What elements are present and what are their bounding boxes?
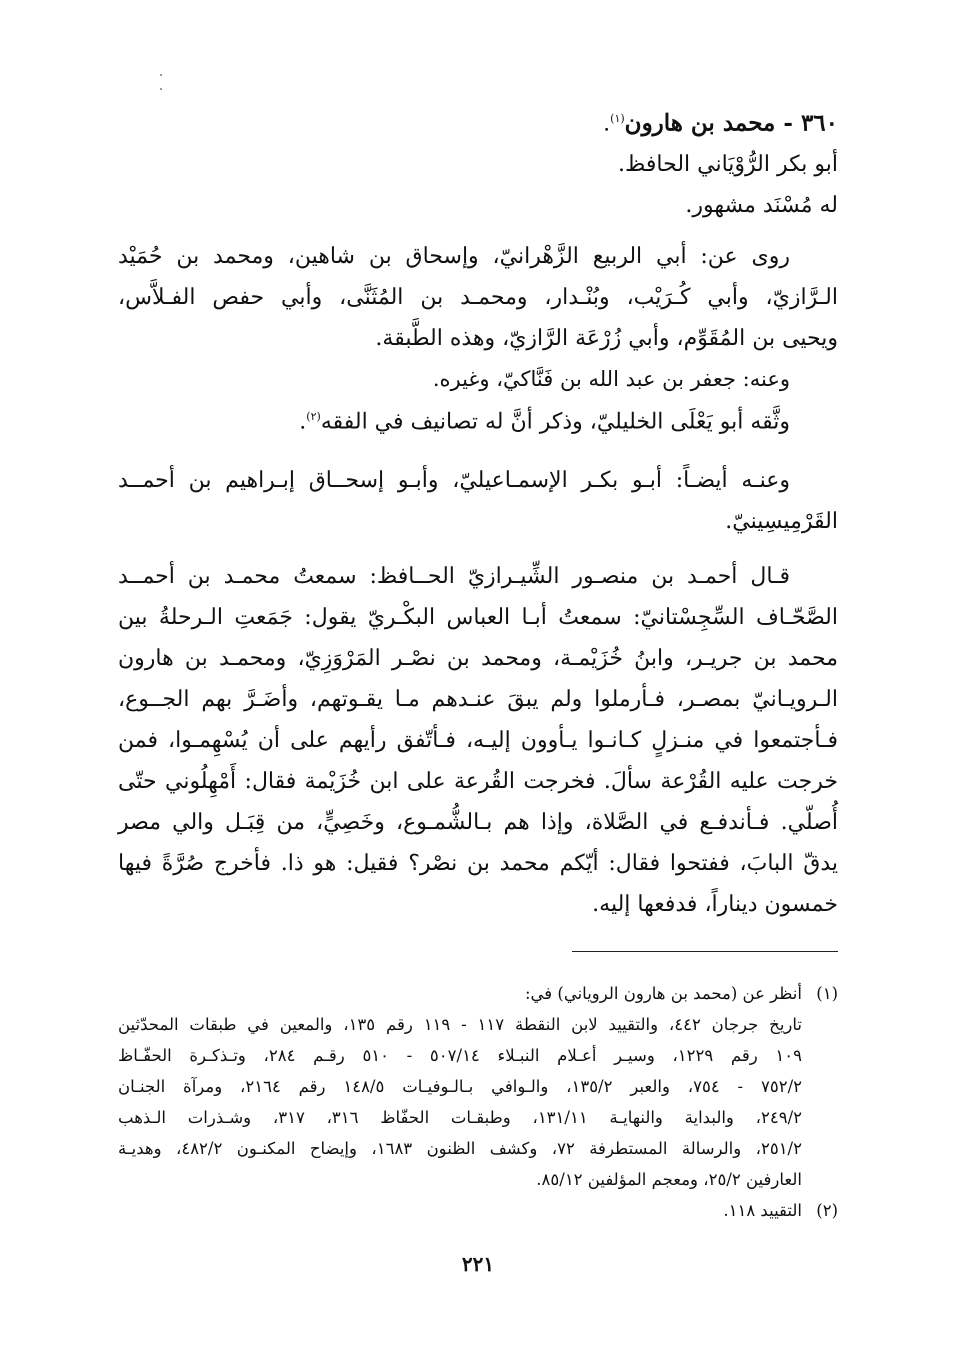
paragraph-line: وعنه: جعفر بن عبد الله بن فَنَّاكيّ، وغيره. <box>432 367 790 391</box>
paragraph-line: يدقّ البابَ، ففتحوا فقال: أيّكم محمد بن نصْر؟ فقيل: هو ذا. فأخرج صُرَّةً فيها <box>118 851 838 876</box>
footnotes <box>118 978 838 1226</box>
footnote-1-intro: أنظر عن (محمد بن هارون الروياني) في: <box>524 984 802 1003</box>
footnote-line: ١٠٩ رقم ١٢٢٩، وسيـر أعـلام النبـلاء ٥٠٧/١٤ - ٥١٠ رقـم ٢٨٤، وتـذكـرة الحفّـاظ <box>118 1046 802 1065</box>
paragraph-line: الصَّحّـاف السِّجِسْتانيّ: سمعتُ أبـا العباس البكْـريّ يقول: جَمَعتِ الـرحلةُ بين <box>118 605 838 630</box>
paragraph-line: الـرَّازيّ، وأبي كُـرَيْب، وبُنْـدار، ومحمـد بن المُثَنَّى، وأبي حفص الفـلاَّس، <box>118 285 838 310</box>
footnote-2-text: التقييد ١١٨. <box>723 1201 802 1220</box>
paragraph-teachers <box>118 236 838 359</box>
tawthiq-text: وثَّقه أبو يَعْلَى الخليليّ، وذكر أنَّ له تصانيف في الفقه <box>320 409 790 435</box>
footnote-line: ٢٤٩/٢، والبداية والنهايـة ١٣١/١١، وطبقـات الحفّاظ ٣١٦، ٣١٧، وشـذرات الـذهب <box>118 1108 802 1127</box>
paragraph-line: وعنـه أيضـاً: أبـو بكـر الإسمـاعيليّ، وأبـو إسحــاق إبـراهيم بن أحمــد <box>118 468 790 493</box>
entry-title: ٣٦٠ - محمد بن هارون <box>624 109 838 137</box>
paragraph-line: روى عن: أبي الربيع الزَّهْرانيّ، وإسحاق بن شاهين، ومحمد بن حُمَيْد <box>118 244 790 269</box>
paragraph-line: ويحيى بن المُقَوِّم، وأبي زُرْعَة الرَّازيّ، وهذه الطَّبقة. <box>375 326 838 351</box>
paragraph-line: القَرْمِيسِينيّ. <box>725 509 838 534</box>
paragraph-line: قـال أحمـد بن منصـور الشِّيـرازيّ الحــافظ: سمعتُ محمـد بن أحمــد <box>118 564 790 589</box>
paragraph-line: محمد بن جريـر، وابنُ خُزَيْمـة، ومحمد بن نصْـر المَرْوَزِيّ، ومحمـد بن هارون <box>118 646 838 671</box>
paragraph-line: فـأجتمعوا في منـزلٍ كـانـوا يـأوون إليـه، فـأتّفق رأيهم على أن يُسْهِمـوا، فمن <box>118 728 838 753</box>
paragraph-line <box>118 396 838 442</box>
paragraph-line: الـرويـانيّ بمصـر، فـأرملوا ولم يبقَ عنـدهم مـا يقـوتهم، وأضَـرَّ بهم الجــوع، <box>118 687 838 712</box>
page-number: ٢٢١ <box>461 1252 495 1276</box>
footnote-1-header <box>118 978 838 1009</box>
entry-header <box>118 98 838 226</box>
footnote-2-number: (٢) <box>816 1201 838 1220</box>
paragraph-line: أُصلّي. فـأندفـع في الصَّلاة، وإذا هم بـالشُّمـوع، وخَصِيٍّ، من قِبَـل والي مصر <box>118 810 838 835</box>
footnote-1-number: (١) <box>816 984 838 1003</box>
footnote-separator <box>572 951 838 952</box>
footnote-line: العارفين ٢٥/٢، ومعجم المؤلفين ٨٥/١٢. <box>536 1170 802 1189</box>
entry-kunya-line: أبو بكر الرُّوْيَاني الحافظ. <box>618 152 838 178</box>
footnote-line: ٧٥٢/٢ - ٧٥٤، والعبر ١٣٥/٢، والـوافي بـالـوفيـات ١٤٨/٥ رقم ٢١٦٤، ومرآة الجنـان <box>118 1077 802 1096</box>
entry-musnad-line: له مُسْنَد مشهور. <box>685 193 838 219</box>
footnote-marker-1: (١) <box>610 112 625 125</box>
footnote-line: ٢٥١/٢، والرسالة المستطرفة ٧٢، وكشف الظنون ١٦٨٣، وإيضاح المكنـون ٤٨٢/٢، وهديـة <box>118 1139 802 1158</box>
scan-speck <box>160 74 162 76</box>
tawthiq-tail: . <box>299 409 307 435</box>
paragraph-line: خمسون ديناراً، فدفعها إليه. <box>592 892 838 917</box>
footnote-2 <box>118 1195 838 1226</box>
paragraph-students-also <box>118 460 838 542</box>
paragraph-line: خرجت عليه القُرْعة سألَ. فخرجت القُرعة على ابن خُزَيْمة فقال: أَمْهِلُوني حتّى <box>118 769 838 794</box>
footnote-line: تاريخ جرجان ٤٤٢، والتقييد لابن النقطة ١١٧ - ١١٩ رقم ١٣٥، والمعين في طبقات المحدّثين <box>118 1015 803 1034</box>
paragraph-students <box>118 362 838 442</box>
entry-title-line <box>118 98 838 144</box>
scan-speck <box>160 88 162 90</box>
footnote-marker-2: (٢) <box>306 410 321 423</box>
paragraph-story <box>118 556 838 925</box>
entry-title-tail: . <box>603 111 611 137</box>
